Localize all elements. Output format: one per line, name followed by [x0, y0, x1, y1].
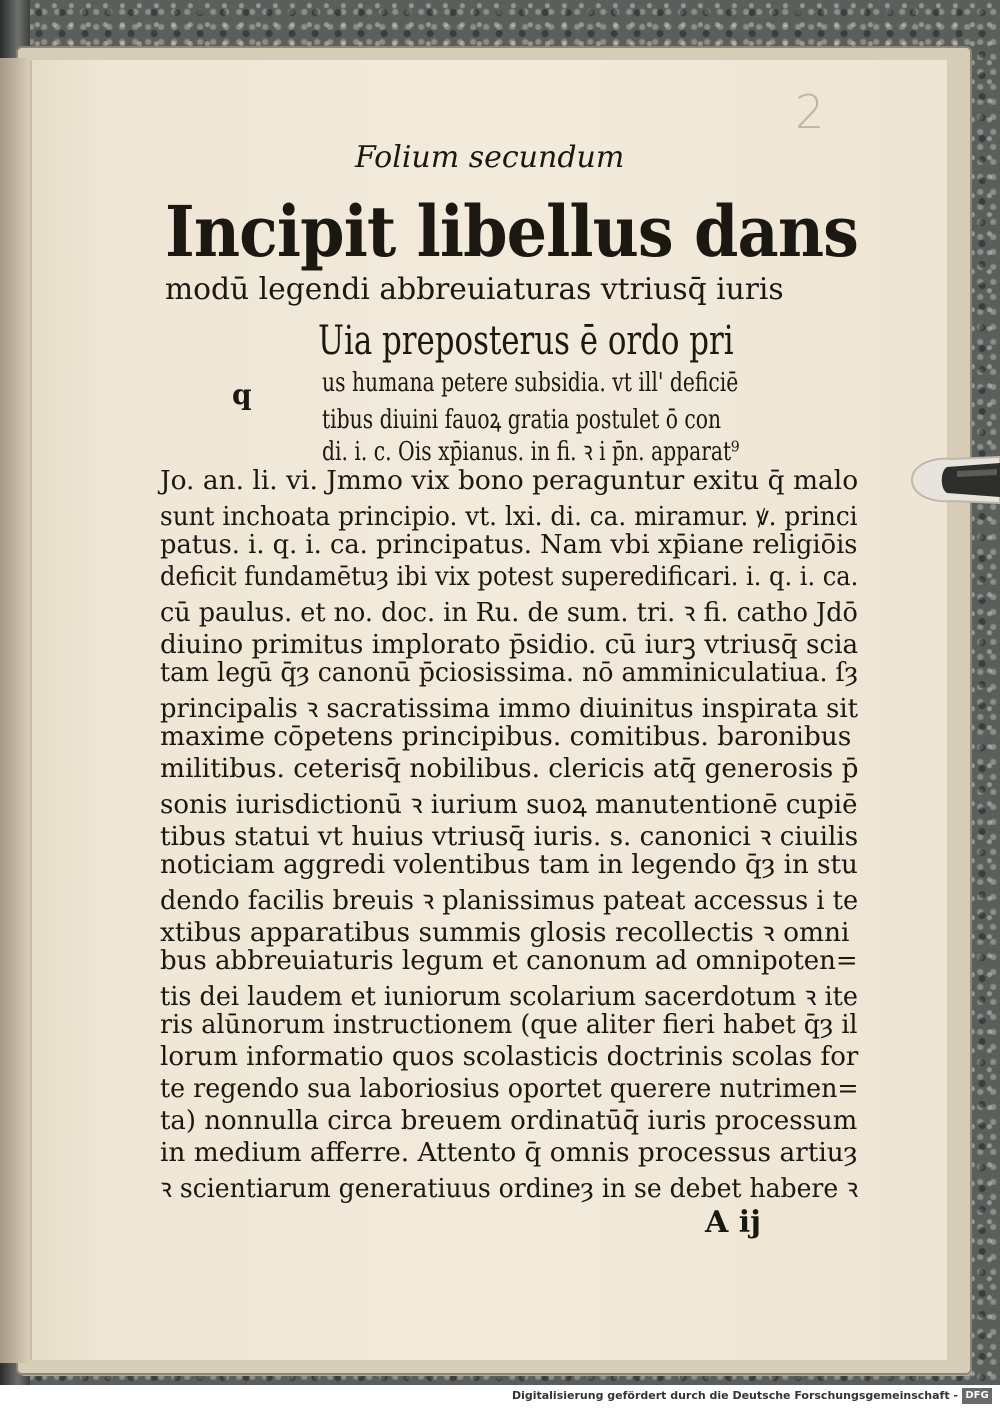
pencil-page-number: 2	[795, 85, 825, 139]
text-line: us humana petere subsidia. vt ill' deficiē	[322, 367, 739, 398]
funding-credit: Digitalisierung gefördert durch die Deutsche Forschungsgemeinschaft -	[511, 1389, 958, 1402]
text-line: sonis iurisdictionū ꝛ iurium suoꝝ manutentionē cupiē	[160, 789, 858, 820]
book-clasp-icon	[902, 445, 1000, 515]
text-line: diuino primitus implorato p̄sidio. cū iurꝫ vtriusq̄ scia	[160, 629, 859, 660]
text-line: principalis ꝛ sacratissima immo diuinitus inspirata sit	[160, 693, 858, 724]
folio-title: Folium secundum	[355, 140, 625, 175]
text-line: tibus statui vt huius vtriusq̄ iuris. s. canonici ꝛ ciuilis	[160, 821, 859, 852]
text-line: noticiam aggredi volentibus tam in legendo q̄ȝ in stu	[160, 849, 858, 880]
text-line: tis dei laudem et iuniorum scolarium sacerdotum ꝛ ite	[160, 981, 859, 1012]
text-line: te regendo sua laboriosius oportet querere nutrimen=	[160, 1073, 859, 1104]
initial-letter: q	[232, 378, 252, 411]
left-page-edge	[0, 58, 32, 1363]
text-line: ta) nonnulla circa breuem ordinatūq̄ iuris processum	[160, 1105, 858, 1136]
text-line: cū paulus. et no. doc. in Ru. de sum. tri. ꝛ fi. catho Jdō	[160, 597, 858, 628]
incipit-subheading: modū legendi abbreuiaturas vtriusq̄ iuris	[165, 272, 784, 307]
text-line: sunt inchoata principio. vt. lxi. di. ca. miramur. ꝟ. princi	[160, 501, 858, 532]
text-line: deficit fundamētuȝ ibi vix potest superedificari. i. q. i. ca.	[160, 561, 859, 592]
text-line: maxime cōpetens principibus. comitibus. baronibus	[160, 721, 852, 752]
opening-line: Uia preposterus ē ordo pri	[318, 318, 734, 364]
signature-mark: A ij	[705, 1205, 761, 1240]
footer-bar	[0, 1385, 1000, 1410]
text-line: bus abbreuiaturis legum et canonum ad omnipoten=	[160, 945, 858, 976]
text-line: patus. i. q. i. ca. principatus. Nam vbi xp̄iane religiōis	[160, 529, 858, 560]
text-line: xtibus apparatibus summis glosis recollectis ꝛ omni	[160, 917, 850, 948]
dfg-logo: DFG	[962, 1388, 992, 1404]
text-line: in medium afferre. Attento q̄ omnis processus artiuȝ	[160, 1137, 858, 1168]
text-line: tam legū q̄ȝ canonū p̄ciosissima. nō amminiculatiua. ſȝ	[160, 657, 859, 688]
text-line: ris alūnorum instructionem (que aliter fieri habet q̄ȝ il	[160, 1009, 858, 1040]
text-line: dendo facilis breuis ꝛ planissimus pateat accessus i te	[160, 885, 859, 916]
text-line: lorum informatio quos scolasticis doctrinis scolas for	[160, 1041, 859, 1072]
text-line: di. i. c. Ois xp̄ianus. in fi. ꝛ i p̄n. apparat⁹	[322, 436, 740, 467]
incipit-heading: Incipit libellus dans	[165, 190, 859, 273]
text-line: tibus diuini fauoꝝ gratia postulet ō con	[322, 404, 722, 435]
text-line: militibus. ceterisq̄ nobilibus. clericis atq̄ generosis p̄	[160, 753, 859, 784]
text-line: ꝛ scientiarum generatiuus ordineȝ in se debet habere ꝛ	[160, 1173, 859, 1204]
text-line: Jo. an. li. vi. Jmmo vix bono peraguntur exitu q̄ malo	[160, 465, 859, 496]
